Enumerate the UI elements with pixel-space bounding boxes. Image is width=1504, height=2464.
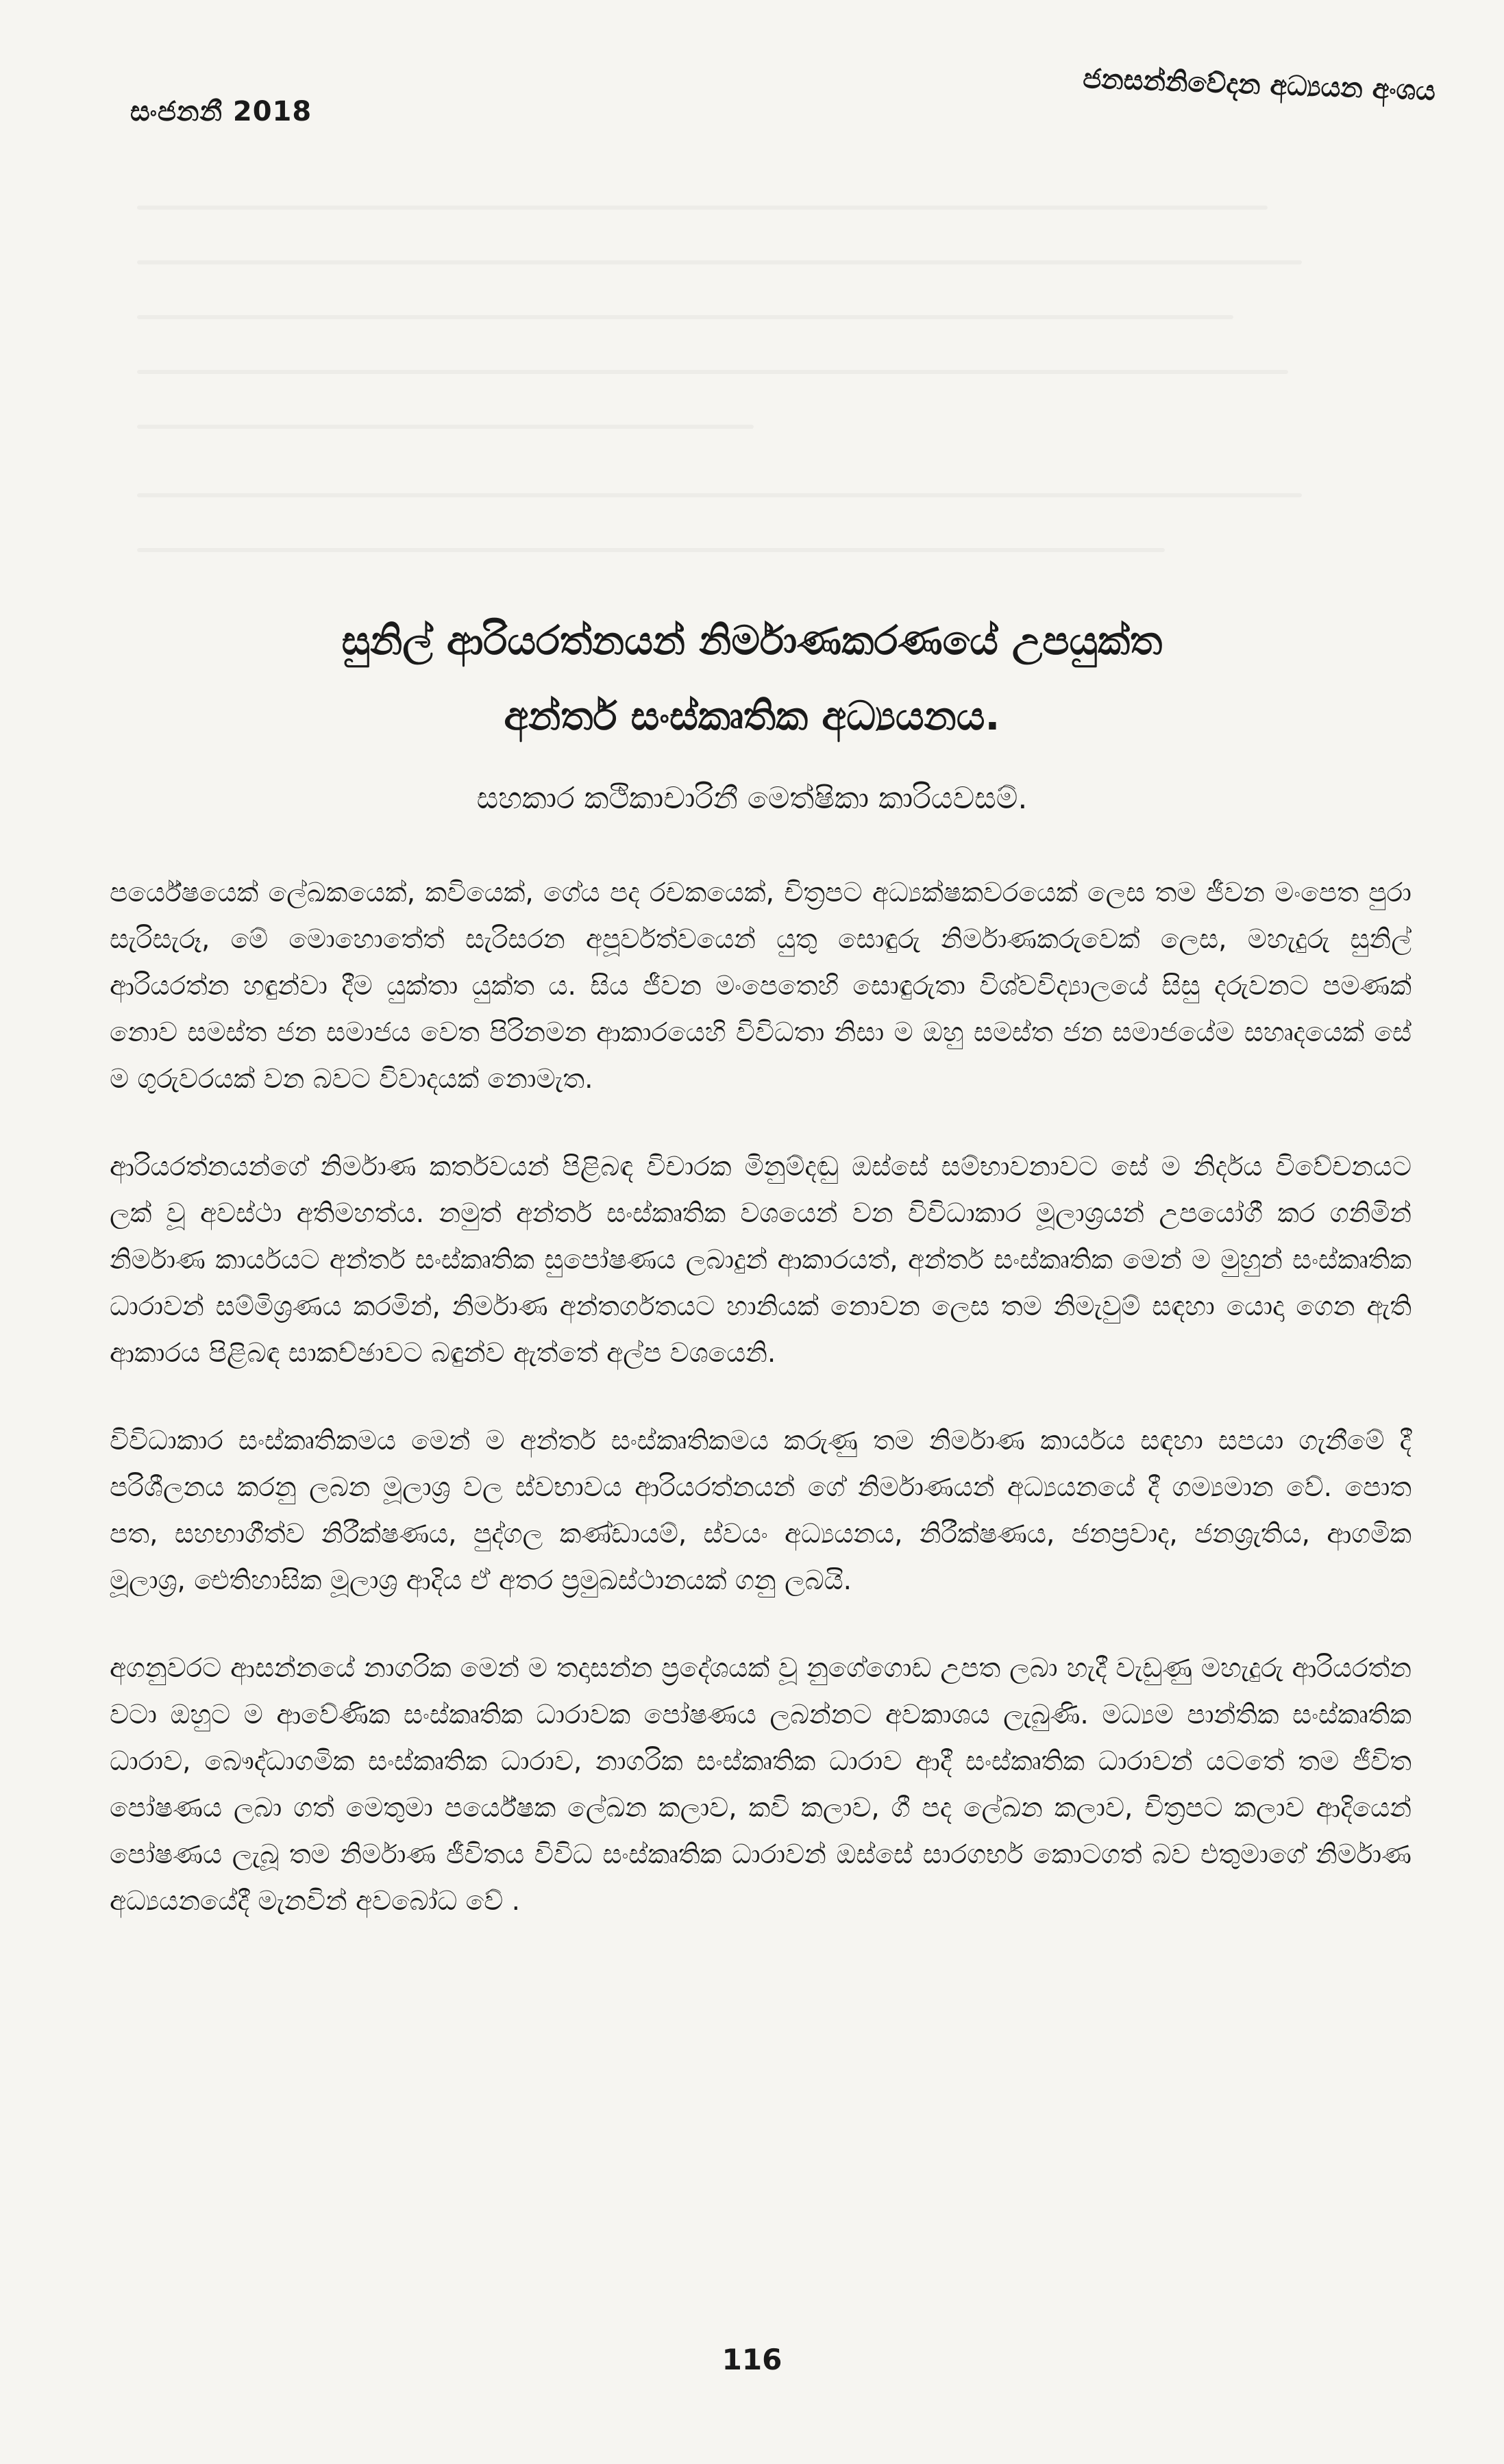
article-title	[0, 603, 1504, 754]
bleed-through-mark	[137, 260, 1302, 264]
bleed-through-mark	[137, 370, 1288, 374]
article-author: සහකාර කථිකාචාරිනී මෙත්ෂිකා කාරියවසම්.	[476, 781, 1028, 816]
bleed-through-mark	[137, 548, 1165, 552]
body-paragraph: අගනුවරට ආසන්නයේ නාගරික මෙන් ම තදාසන්න ප්‍රදේශයක් වූ නුගේගොඩ උපත ලබා හැදී වැඩුණු මහැදුරු ආරියරත්න වටා ඔහුට ම ආවේණික සංස්කෘතික ධාරාවක පෝෂණය ලබන්නට අවකාශය ලැබුණි. මධ්‍යම පාන්තික සංස්කෘතික ධාරාව, බෞද්ධාගමික සංස්කෘතික ධාරාව, නාගරික සංස්කෘතික ධාරාව ආදී සංස්කෘතික ධාරාවන් යටතේ තම ජීවිත පෝෂණය ලබා ගත් මෙතුමා පර්යේෂක ලේඛන කලාව, කවි කලාව, ගී පද ලේඛන කලාව, චිත්‍රපට කලාව ආදියෙන් පෝෂණය ලැබූ තම නිර්මාණ ජීවිතය විවිධ සංස්කෘතික ධාරාවන් ඔස්සේ සාරගර්භ කොටගත් බව එතුමාගේ නිර්මාණ අධ්‍යයනයේදී මැනවින් අවබෝධ වේ .	[110, 1653, 1411, 1917]
title-line: සුනිල් ආරියරත්නයන් නිර්මාණකරණයේ උපයුක්ත	[341, 617, 1163, 664]
page-number: 116	[722, 2343, 782, 2376]
running-header-left: සංජනනී 2018	[130, 96, 312, 127]
bleed-through-mark	[137, 315, 1233, 319]
running-header-right: ජනසන්නිවේදන අධ්‍යයන අංශය	[1082, 63, 1436, 107]
bleed-through-mark	[137, 493, 1302, 497]
bleed-through-mark	[137, 425, 754, 429]
article-body	[110, 870, 1411, 1966]
title-line: අන්තර් සංස්කෘතික අධ්‍යයනය.	[504, 693, 1000, 739]
body-paragraph: විවිධාකාර සංස්කෘතිකමය මෙන් ම අන්තර් සංස්කෘතිකමය කරුණු තම නිර්මාණ කාර්යය සඳහා සපයා ගැනීමේ දී පරිශීලනය කරනු ලබන මූලාශ්‍ර වල ස්වභාවය ආරියරත්නයන් ගේ නිර්මාණයන් අධ්‍යයනයේ දී ගම්‍යමාන වේ. පොත පත, සහභාගීත්ව නිරීක්ෂණය, පුද්ගල කණ්ඩායම්, ස්වයං අධ්‍යයනය, නිරීක්ෂණය, ජනප්‍රවාද, ජනශ්‍රැතිය, ආගමික මූලාශ්‍ර, ඓතිහාසික මූලාශ්‍ර ආදිය ඒ අතර ප්‍රමුඛස්ථානයක් ගනු ලබයි.	[110, 1426, 1411, 1596]
body-paragraph: පර්යේෂයෙක් ලේඛකයෙක්, කවියෙක්, ගේය පද රචකයෙක්, චිත්‍රපට අධ්‍යක්ෂකවරයෙක් ලෙස තම ජීවන මංපෙත පුරා සැරිසැරූ, මේ මොහොතේත් සැරිසරන අපූර්වත්වයෙන් යුතු සොඳුරු නිර්මාණකරුවෙක් ලෙස, මහැදුරු සුනිල් ආරියරත්න හඳුන්වා දීම යුක්තා යුක්ත ය. සිය ජීවන මංපෙතෙහි සොඳුරුතා විශ්වවිද්‍යාලයේ සිසු දරුවනට පමණක් නොව සමස්ත ජන සමාජය වෙත පිරිනමන ආකාරයෙහි විවිධතා නිසා ම ඔහු සමස්ත ජන සමාජයේම සහෘදයෙක් සේ ම ගුරුවරයක් වන බවට විවාදයක් නොමැත.	[110, 878, 1411, 1095]
bleed-through-mark	[137, 206, 1268, 210]
body-paragraph: ආරියරත්නයන්ගේ නිර්මාණ කර්තවයන් පිළිබඳ විචාරක මිනුම්දඬු ඔස්සේ සම්භාවනාවට සේ ම නිර්දය විවේචනයට ලක් වූ අවස්ථා අතිමහත්ය. නමුත් අන්තර් සංස්කෘතික වශයෙන් වන විවිධාකාර මූලාශ්‍රයන් උපයෝගී කර ගනිමින් නිර්මාණ කාර්යයට අන්තර් සංස්කෘතික සුපෝෂණය ලබාදුන් ආකාරයත්, අන්තර් සංස්කෘතික මෙන් ම මුහුන් සංස්කෘතික ධාරාවන් සම්මිශ්‍රණය කරමින්, නිර්මාණ අන්තර්ගතයට හානියක් නොවන ලෙස තම නිමැවුම් සඳහා යොදා ගෙන ඇති ආකාරය පිළිබඳ සාකච්ඡාවට බඳුන්ව ඇත්තේ අල්ප වශයෙනි.	[110, 1152, 1411, 1369]
